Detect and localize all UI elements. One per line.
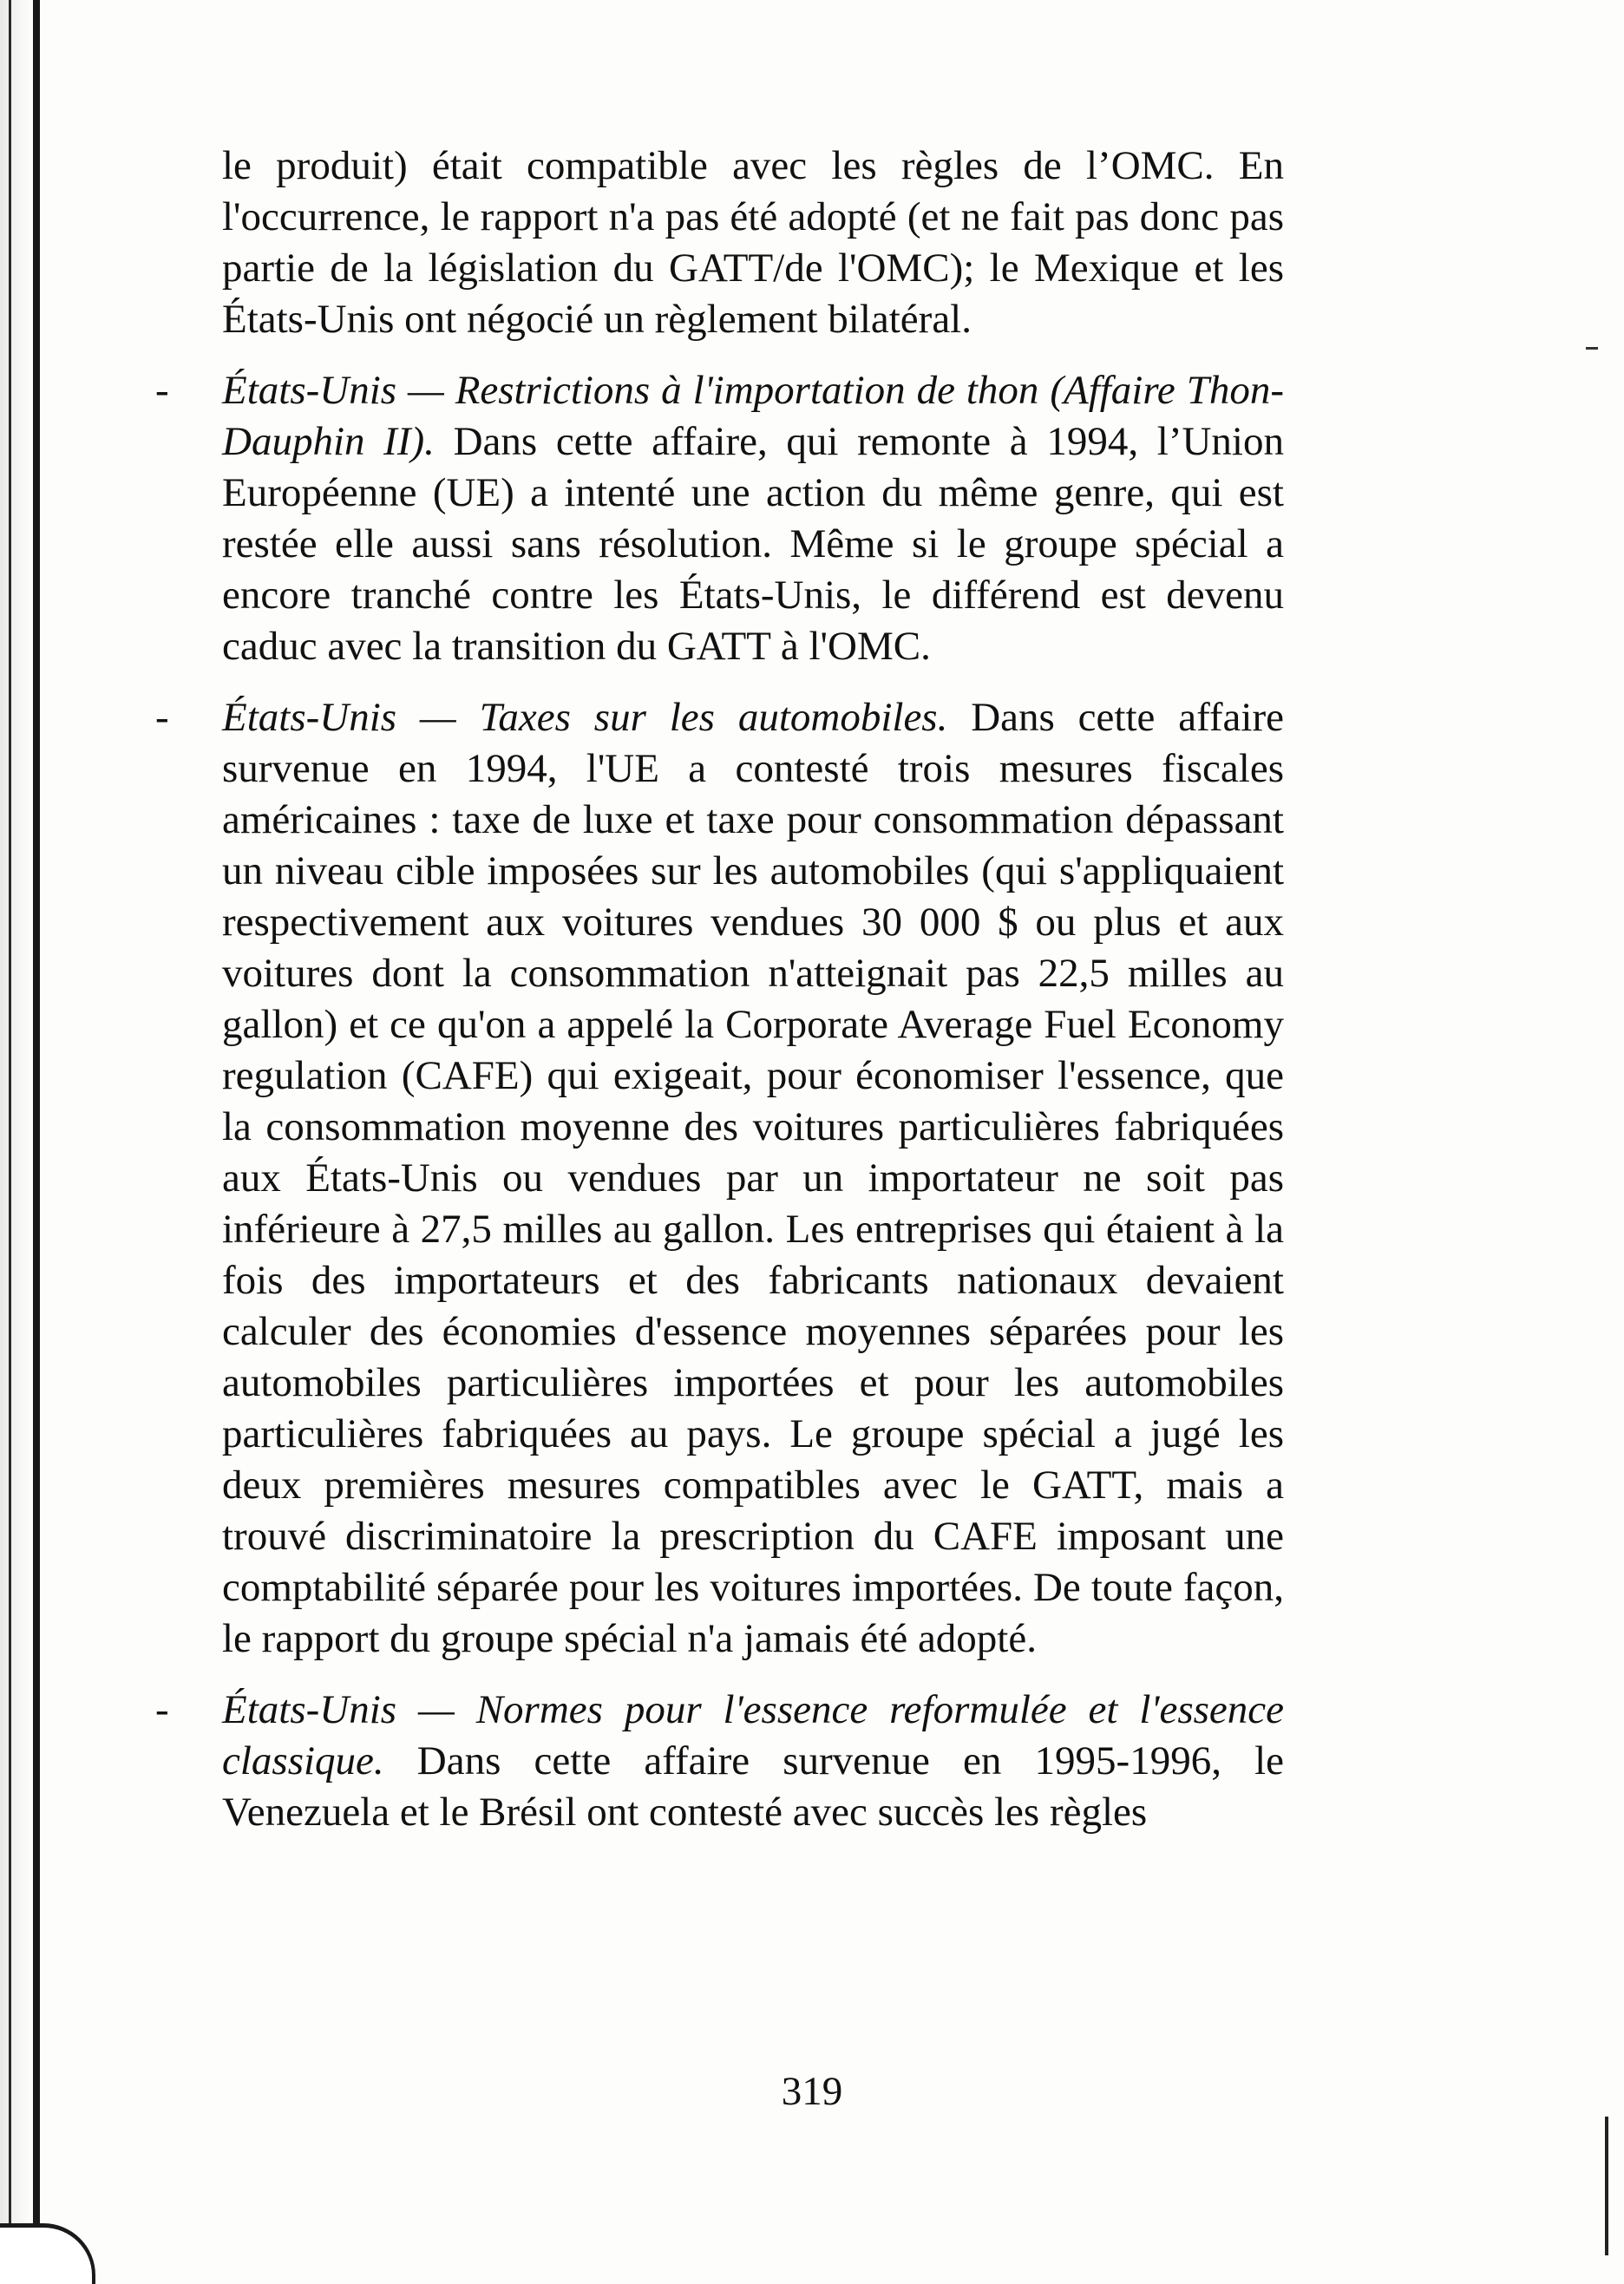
case-description: Dans cette affaire survenue en 1995-1996, le Venezuela et le Brésil ont contesté avec succès les règles xyxy=(222,1738,1284,1835)
book-binding-curl xyxy=(0,2223,95,2284)
list-item xyxy=(155,1685,1284,1838)
list-bullet: - xyxy=(155,1687,169,1732)
case-title: États-Unis — Normes pour l'essence reformulée et l'essence classique. xyxy=(222,1687,1284,1783)
scan-mark xyxy=(1586,347,1598,350)
list-bullet: - xyxy=(155,368,169,413)
list-item-text xyxy=(222,365,1284,672)
page-number: 319 xyxy=(781,2069,843,2114)
list-item-text xyxy=(222,1685,1284,1838)
book-binding-edge xyxy=(0,0,40,2284)
list-item-text xyxy=(222,692,1284,1665)
text-body xyxy=(155,141,1284,1858)
case-description: Dans cette affaire survenue en 1994, l'UE a contesté trois mesures fiscales américaines : taxe de luxe et taxe pour consommation dépassant un niveau cible imposées sur les automobiles (qui s'appliquaient respectivement aux voitures vendues 30 000 $ ou plus et aux voitures dont la consommation n'atteignait pas 22,5 milles au gallon) et ce qu'on a appelé la Corporate Average Fuel Economy regulation (CAFE) qui exigeait, pour économiser l'essence, que la consommation moyenne des voitures particulières fabriquées aux États-Unis ou vendues par un importateur ne soit pas inférieure à 27,5 milles au gallon. Les entreprises qui étaient à la fois des importateurs et des fabricants nationaux devaient calculer des économies d'essence moyennes séparées pour les automobiles particulières importées et pour les automobiles particulières fabriquées au pays. Le groupe spécial a jugé les deux premières mesures compatibles avec le GATT, mais a trouvé discriminatoire la prescription du CAFE imposant une comptabilité séparée pour les voitures importées. De toute façon, le rapport du groupe spécial n'a jamais été adopté. xyxy=(222,695,1284,1661)
list-item xyxy=(155,692,1284,1665)
case-title: États-Unis — Restrictions à l'importation de thon (Affaire Thon-Dauphin II). xyxy=(222,368,1284,464)
paragraph-continuation: le produit) était compatible avec les règles de l’OMC. En l'occurrence, le rapport n'a pas été adopté (et ne fait pas donc pas partie de la législation du GATT/de l'OMC); le Mexique et les États-Unis ont négocié un règlement bilatéral. xyxy=(222,143,1284,342)
list-item xyxy=(155,365,1284,672)
case-title: États-Unis — Taxes sur les automobiles. xyxy=(222,695,948,740)
list-bullet: - xyxy=(155,695,169,740)
case-description: Dans cette affaire, qui remonte à 1994, l’Union Européenne (UE) a intenté une action du même genre, qui est restée elle aussi sans résolution. Même si le groupe spécial a encore tranché contre les États-Unis, le différend est devenu caduc avec la transition du GATT à l'OMC. xyxy=(222,419,1284,669)
scan-edge-mark xyxy=(1605,2117,1608,2255)
